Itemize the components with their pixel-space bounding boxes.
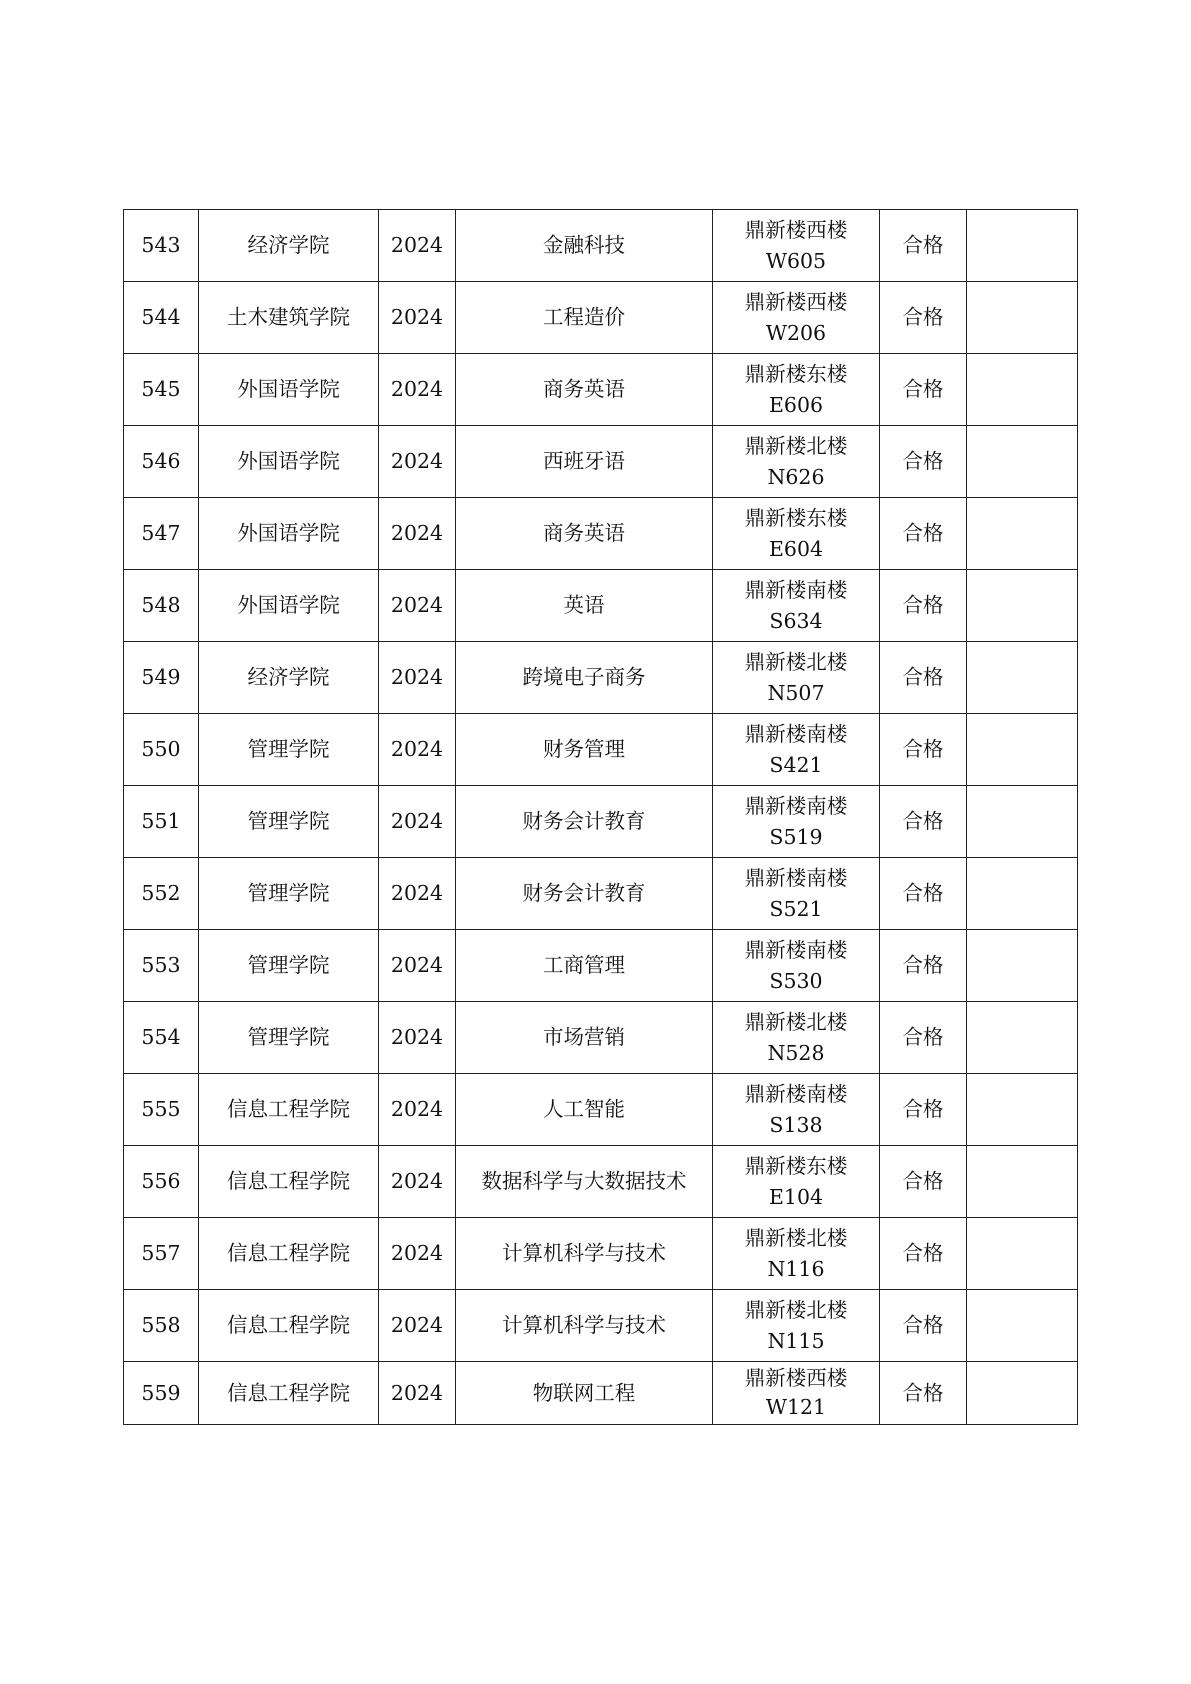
room-number: N115: [767, 1328, 825, 1353]
cell-year: 2024: [379, 570, 456, 642]
cell-result: 合格: [880, 642, 967, 714]
cell-year: 2024: [379, 1002, 456, 1074]
cell-result: 合格: [880, 1146, 967, 1218]
cell-major: 物联网工程: [456, 1362, 713, 1425]
cell-major: 工程造价: [456, 282, 713, 354]
cell-department: 信息工程学院: [199, 1074, 379, 1146]
cell-major: 西班牙语: [456, 426, 713, 498]
cell-department: 外国语学院: [199, 354, 379, 426]
cell-major: 数据科学与大数据技术: [456, 1146, 713, 1218]
room-number: S519: [769, 824, 823, 849]
cell-dorm-room: [713, 1146, 880, 1218]
cell-number: 546: [124, 426, 199, 498]
building-name: 鼎新楼西楼: [744, 289, 848, 314]
cell-department: 管理学院: [199, 930, 379, 1002]
table-row: [124, 714, 1078, 786]
building-name: 鼎新楼东楼: [744, 1153, 848, 1178]
cell-note: [967, 858, 1078, 930]
cell-result: 合格: [880, 426, 967, 498]
cell-department: 信息工程学院: [199, 1290, 379, 1362]
cell-note: [967, 1362, 1078, 1425]
room-number: S421: [769, 752, 823, 777]
cell-note: [967, 1290, 1078, 1362]
cell-number: 544: [124, 282, 199, 354]
cell-department: 土木建筑学院: [199, 282, 379, 354]
cell-department: 外国语学院: [199, 570, 379, 642]
cell-year: 2024: [379, 282, 456, 354]
cell-result: 合格: [880, 570, 967, 642]
building-name: 鼎新楼南楼: [744, 937, 848, 962]
cell-number: 547: [124, 498, 199, 570]
cell-note: [967, 1218, 1078, 1290]
cell-dorm-room: [713, 354, 880, 426]
cell-year: 2024: [379, 642, 456, 714]
cell-result: 合格: [880, 1074, 967, 1146]
cell-dorm-room: [713, 714, 880, 786]
cell-major: 计算机科学与技术: [456, 1218, 713, 1290]
cell-year: 2024: [379, 426, 456, 498]
cell-result: 合格: [880, 210, 967, 282]
cell-year: 2024: [379, 930, 456, 1002]
cell-dorm-room: [713, 1002, 880, 1074]
cell-number: 555: [124, 1074, 199, 1146]
room-number: W121: [765, 1395, 827, 1419]
cell-result: 合格: [880, 282, 967, 354]
cell-result: 合格: [880, 714, 967, 786]
building-name: 鼎新楼南楼: [744, 1081, 848, 1106]
cell-year: 2024: [379, 786, 456, 858]
building-name: 鼎新楼东楼: [744, 505, 848, 530]
cell-department: 管理学院: [199, 1002, 379, 1074]
cell-year: 2024: [379, 1218, 456, 1290]
cell-department: 外国语学院: [199, 426, 379, 498]
cell-number: 553: [124, 930, 199, 1002]
room-number: S138: [769, 1112, 823, 1137]
cell-dorm-room: [713, 858, 880, 930]
table-row: [124, 570, 1078, 642]
cell-dorm-room: [713, 642, 880, 714]
building-name: 鼎新楼东楼: [744, 361, 848, 386]
room-number: E104: [768, 1184, 824, 1209]
cell-dorm-room: [713, 1074, 880, 1146]
cell-result: 合格: [880, 1362, 967, 1425]
building-name: 鼎新楼西楼: [744, 1366, 848, 1390]
cell-dorm-room: [713, 930, 880, 1002]
table-row: [124, 1290, 1078, 1362]
inspection-results-table: [123, 209, 1078, 1425]
cell-year: 2024: [379, 714, 456, 786]
table-row: [124, 1074, 1078, 1146]
cell-major: 财务会计教育: [456, 786, 713, 858]
cell-result: 合格: [880, 858, 967, 930]
room-number: W605: [765, 248, 827, 273]
cell-major: 市场营销: [456, 1002, 713, 1074]
room-number: E606: [768, 392, 824, 417]
table-row: [124, 1362, 1078, 1425]
room-number: N626: [767, 464, 825, 489]
cell-year: 2024: [379, 1146, 456, 1218]
cell-department: 信息工程学院: [199, 1362, 379, 1425]
cell-note: [967, 570, 1078, 642]
cell-department: 外国语学院: [199, 498, 379, 570]
building-name: 鼎新楼南楼: [744, 721, 848, 746]
building-name: 鼎新楼北楼: [744, 1225, 848, 1250]
cell-number: 556: [124, 1146, 199, 1218]
cell-result: 合格: [880, 1002, 967, 1074]
cell-department: 管理学院: [199, 786, 379, 858]
cell-major: 工商管理: [456, 930, 713, 1002]
cell-result: 合格: [880, 1290, 967, 1362]
cell-result: 合格: [880, 354, 967, 426]
cell-major: 商务英语: [456, 354, 713, 426]
cell-number: 559: [124, 1362, 199, 1425]
cell-result: 合格: [880, 1218, 967, 1290]
cell-note: [967, 1074, 1078, 1146]
building-name: 鼎新楼南楼: [744, 865, 848, 890]
room-number: N507: [767, 680, 825, 705]
cell-number: 548: [124, 570, 199, 642]
room-number: E604: [768, 536, 824, 561]
table-row: [124, 786, 1078, 858]
cell-result: 合格: [880, 498, 967, 570]
building-name: 鼎新楼北楼: [744, 649, 848, 674]
cell-result: 合格: [880, 930, 967, 1002]
cell-major: 英语: [456, 570, 713, 642]
cell-note: [967, 1146, 1078, 1218]
cell-dorm-room: [713, 426, 880, 498]
building-name: 鼎新楼北楼: [744, 1297, 848, 1322]
cell-number: 558: [124, 1290, 199, 1362]
cell-major: 计算机科学与技术: [456, 1290, 713, 1362]
cell-year: 2024: [379, 498, 456, 570]
cell-note: [967, 642, 1078, 714]
cell-note: [967, 786, 1078, 858]
cell-number: 554: [124, 1002, 199, 1074]
room-number: S634: [769, 608, 823, 633]
table-row: [124, 642, 1078, 714]
room-number: W206: [765, 320, 827, 345]
cell-major: 商务英语: [456, 498, 713, 570]
table-row: [124, 354, 1078, 426]
cell-dorm-room: [713, 1362, 880, 1425]
cell-department: 管理学院: [199, 714, 379, 786]
cell-note: [967, 714, 1078, 786]
cell-number: 545: [124, 354, 199, 426]
cell-department: 信息工程学院: [199, 1146, 379, 1218]
building-name: 鼎新楼南楼: [744, 793, 848, 818]
cell-department: 经济学院: [199, 642, 379, 714]
cell-number: 552: [124, 858, 199, 930]
table-row: [124, 1146, 1078, 1218]
cell-number: 543: [124, 210, 199, 282]
cell-note: [967, 1002, 1078, 1074]
cell-major: 财务会计教育: [456, 858, 713, 930]
building-name: 鼎新楼北楼: [744, 1009, 848, 1034]
cell-dorm-room: [713, 786, 880, 858]
table-row: [124, 210, 1078, 282]
cell-year: 2024: [379, 1362, 456, 1425]
cell-major: 财务管理: [456, 714, 713, 786]
cell-number: 551: [124, 786, 199, 858]
cell-note: [967, 930, 1078, 1002]
cell-year: 2024: [379, 858, 456, 930]
room-number: S530: [769, 968, 823, 993]
table-row: [124, 282, 1078, 354]
cell-number: 550: [124, 714, 199, 786]
cell-dorm-room: [713, 1290, 880, 1362]
table-row: [124, 858, 1078, 930]
cell-note: [967, 354, 1078, 426]
building-name: 鼎新楼西楼: [744, 217, 848, 242]
room-number: S521: [769, 896, 823, 921]
cell-major: 人工智能: [456, 1074, 713, 1146]
cell-dorm-room: [713, 1218, 880, 1290]
table-row: [124, 1218, 1078, 1290]
building-name: 鼎新楼南楼: [744, 577, 848, 602]
table-row: [124, 426, 1078, 498]
cell-number: 557: [124, 1218, 199, 1290]
cell-dorm-room: [713, 282, 880, 354]
room-number: N528: [767, 1040, 825, 1065]
cell-note: [967, 498, 1078, 570]
cell-year: 2024: [379, 354, 456, 426]
cell-department: 管理学院: [199, 858, 379, 930]
cell-department: 经济学院: [199, 210, 379, 282]
cell-dorm-room: [713, 210, 880, 282]
building-name: 鼎新楼北楼: [744, 433, 848, 458]
room-number: N116: [767, 1256, 825, 1281]
cell-major: 金融科技: [456, 210, 713, 282]
table-row: [124, 498, 1078, 570]
cell-year: 2024: [379, 210, 456, 282]
cell-major: 跨境电子商务: [456, 642, 713, 714]
cell-year: 2024: [379, 1074, 456, 1146]
table-row: [124, 1002, 1078, 1074]
cell-result: 合格: [880, 786, 967, 858]
cell-number: 549: [124, 642, 199, 714]
cell-dorm-room: [713, 498, 880, 570]
cell-note: [967, 210, 1078, 282]
table-row: [124, 930, 1078, 1002]
cell-dorm-room: [713, 570, 880, 642]
cell-note: [967, 426, 1078, 498]
cell-department: 信息工程学院: [199, 1218, 379, 1290]
cell-note: [967, 282, 1078, 354]
cell-year: 2024: [379, 1290, 456, 1362]
